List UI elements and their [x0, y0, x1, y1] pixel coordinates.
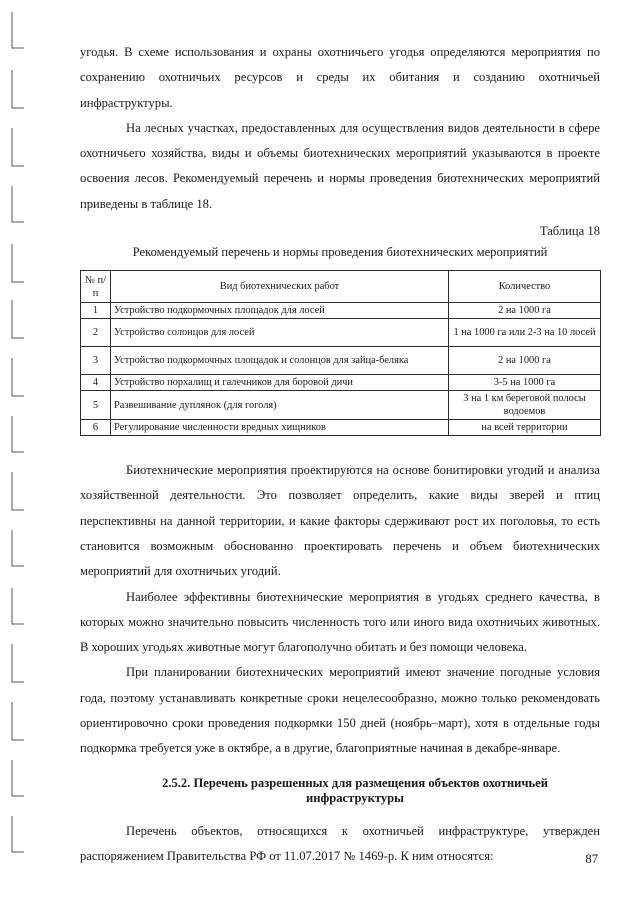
binder-mark	[12, 472, 24, 510]
binder-mark	[12, 12, 24, 48]
row-quantity: 3 на 1 км береговой полосы водоемов	[449, 391, 601, 420]
binder-mark	[12, 416, 24, 452]
page-content	[80, 40, 600, 869]
table-header-row	[81, 271, 601, 303]
row-number: 1	[81, 303, 111, 319]
table-title: Рекомендуемый перечень и нормы проведения биотехнических мероприятий	[132, 245, 548, 260]
table-row	[81, 420, 601, 436]
header-work-type: Вид биотехнических работ	[111, 271, 449, 303]
paragraph: угодья. В схеме использования и охраны охотничьего угодья определяются мероприятия по сохранению охотничьих ресурсов и среды их обитания и созданию охотничьей инфраструктуры.	[80, 45, 600, 110]
row-quantity: 2 на 1000 га	[449, 347, 601, 375]
table-label: Таблица 18	[539, 224, 600, 239]
binder-mark	[12, 588, 24, 624]
table-row	[81, 375, 601, 391]
paragraph: На лесных участках, предоставленных для осуществления видов деятельности в сфере охотничьего хозяйства, виды и объемы биотехнических мероприятий указываются в проекте освоения лесов. Рекомендуемый перечень и нормы проведения биотехнических мероприятий приведены в таблице 18.	[80, 120, 600, 211]
binder-margin-marks	[0, 0, 36, 905]
row-work-type: Устройство подкормочных площадок и солонцов для зайца-беляка	[111, 347, 449, 375]
row-number: 5	[81, 391, 111, 420]
biotech-table	[80, 270, 601, 436]
paragraph: Перечень объектов, относящихся к охотничьей инфраструктуре, утвержден распоряжением Правительства РФ от 11.07.2017 № 1469-р. К ним относятся:	[80, 823, 600, 863]
binder-mark	[12, 186, 24, 222]
row-work-type: Устройство солонцов для лосей	[111, 319, 449, 347]
row-work-type: Устройство подкормочных площадок для лосей	[111, 303, 449, 319]
table-row	[81, 319, 601, 347]
binder-mark	[12, 70, 24, 108]
table-row	[81, 303, 601, 319]
binder-mark	[12, 816, 24, 852]
header-quantity: Количество	[449, 271, 601, 303]
row-number: 3	[81, 347, 111, 375]
table-row	[81, 347, 601, 375]
row-work-type: Развешивание дуплянок (для гоголя)	[111, 391, 449, 420]
row-work-type: Устройство порхалищ и галечников для боровой дичи	[111, 375, 449, 391]
header-number: № п/п	[81, 271, 111, 303]
page-number: 87	[585, 852, 598, 866]
paragraph: Биотехнические мероприятия проектируются на основе бонитировки угодий и анализа хозяйственной деятельности. Это позволяет определить, какие виды зверей и птиц перспективны на данной территории, и какие факторы сдерживают рост их поголовья, то есть становится возможным обоснованно проектировать перечень и объем биотехнических мероприятий для охотничьих угодий.	[80, 463, 600, 579]
binder-mark	[12, 358, 24, 396]
row-quantity: 2 на 1000 га	[449, 303, 601, 319]
binder-mark	[12, 644, 24, 682]
binder-mark	[12, 300, 24, 338]
row-number: 2	[81, 319, 111, 347]
binder-mark	[12, 530, 24, 566]
table-row	[81, 391, 601, 420]
row-quantity: 1 на 1000 га или 2-3 на 10 лосей	[449, 319, 601, 347]
row-number: 6	[81, 420, 111, 436]
binder-mark	[12, 760, 24, 796]
row-work-type: Регулирование численности вредных хищников	[111, 420, 449, 436]
binder-mark	[12, 128, 24, 166]
paragraph: При планировании биотехнических мероприятий имеют значение погодные условия года, поэтому устанавливать конкретные сроки нецелесообразно, можно только рекомендовать ориентировочно сроки проведения подкормки 150 дней (ноябрь–март), хотя в отдельные годы подкормка требуется уже в октябре, а в другие, благоприятные начиная в декабре-январе.	[80, 665, 600, 756]
row-number: 4	[81, 375, 111, 391]
row-quantity: 3-5 на 1000 га	[449, 375, 601, 391]
section-heading: 2.5.2. Перечень разрешенных для размещения объектов охотничьей инфраструктуры	[162, 775, 548, 806]
paragraph: Наиболее эффективны биотехнические мероприятия в угодьях среднего качества, в которых можно значительно повысить численность того или иного вида охотничьих животных. В хороших угодьях животные могут благополучно обитать и без помощи человека.	[80, 589, 600, 655]
binder-mark	[12, 702, 24, 740]
row-quantity: на всей территории	[449, 420, 601, 436]
binder-mark	[12, 244, 24, 282]
